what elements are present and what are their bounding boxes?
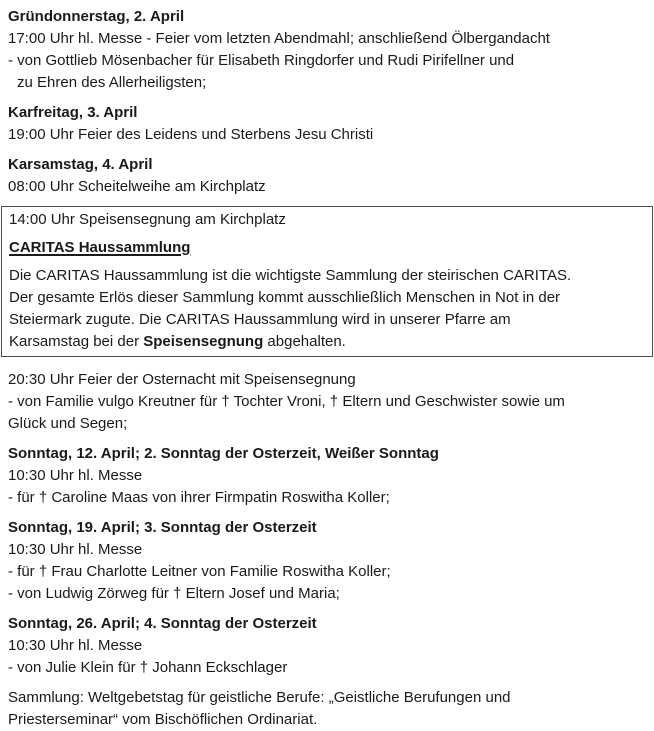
date-heading: Sonntag, 26. April; 4. Sonntag der Osterzeit xyxy=(8,615,317,632)
intention-line: - für † Frau Charlotte Leitner von Familie Roswitha Koller; xyxy=(8,563,391,580)
section-sonntag-12-april xyxy=(0,443,654,509)
caritas-box-paragraph xyxy=(2,265,652,353)
section-sonntag-26-april xyxy=(0,613,654,679)
intention-line-continued: zu Ehren des Allerheiligsten; xyxy=(17,74,207,91)
section-sonntag-19-april xyxy=(0,517,654,605)
paragraph-line: Die CARITAS Haussammlung ist die wichtigste Sammlung der steirischen CARITAS. xyxy=(9,267,572,284)
date-heading: Karfreitag, 3. April xyxy=(8,104,138,121)
schedule-line: 17:00 Uhr hl. Messe - Feier vom letzten Abendmahl; anschließend Ölbergandacht xyxy=(8,30,550,47)
paragraph-text-bold: Speisensegnung xyxy=(143,333,264,350)
intention-line: - von Gottlieb Mösenbacher für Elisabeth Ringdorfer und Rudi Pirifellner und xyxy=(8,52,515,69)
section-gruendonnerstag xyxy=(0,6,654,94)
caritas-box xyxy=(1,206,653,357)
schedule-line: 10:30 Uhr hl. Messe xyxy=(8,467,143,484)
date-heading: Sonntag, 12. April; 2. Sonntag der Osterzeit, Weißer Sonntag xyxy=(8,445,439,462)
caritas-box-title: CARITAS Haussammlung xyxy=(9,239,191,256)
section-karsamstag xyxy=(0,154,654,198)
paragraph-text: Karsamstag bei der xyxy=(9,333,144,350)
date-heading: Karsamstag, 4. April xyxy=(8,156,153,173)
paragraph-line xyxy=(2,331,652,353)
intention-line: - für † Caroline Maas von ihrer Firmpatin Roswitha Koller; xyxy=(8,489,390,506)
schedule-line: 19:00 Uhr Feier des Leidens und Sterbens Jesu Christi xyxy=(8,126,374,143)
note-line: Priesterseminar“ vom Bischöflichen Ordinariat. xyxy=(8,711,318,728)
schedule-line: 08:00 Uhr Scheitelweihe am Kirchplatz xyxy=(8,178,266,195)
intention-line: - von Familie vulgo Kreutner für † Tochter Vroni, † Eltern und Geschwister sowie um xyxy=(8,393,565,410)
section-sammlung xyxy=(0,687,654,731)
date-heading: Gründonnerstag, 2. April xyxy=(8,8,185,25)
note-line: Sammlung: Weltgebetstag für geistliche Berufe: „Geistliche Berufungen und xyxy=(8,689,511,706)
paragraph-text: abgehalten. xyxy=(263,333,346,350)
schedule-line: 20:30 Uhr Feier der Osternacht mit Speisensegnung xyxy=(8,371,356,388)
paragraph-line: Steiermark zugute. Die CARITAS Haussammlung wird in unserer Pfarre am xyxy=(9,311,511,328)
schedule-line: 10:30 Uhr hl. Messe xyxy=(8,541,143,558)
intention-line-continued: Glück und Segen; xyxy=(8,415,128,432)
date-heading: Sonntag, 19. April; 3. Sonntag der Osterzeit xyxy=(8,519,317,536)
intention-line: - von Ludwig Zörweg für † Eltern Josef und Maria; xyxy=(8,585,340,602)
schedule-line: 10:30 Uhr hl. Messe xyxy=(8,637,143,654)
schedule-line: 14:00 Uhr Speisensegnung am Kirchplatz xyxy=(9,211,286,228)
section-osternacht xyxy=(0,369,654,435)
section-karfreitag xyxy=(0,102,654,146)
paragraph-line: Der gesamte Erlös dieser Sammlung kommt ausschließlich Menschen in Not in der xyxy=(9,289,561,306)
intention-line: - von Julie Klein für † Johann Eckschlager xyxy=(8,659,288,676)
